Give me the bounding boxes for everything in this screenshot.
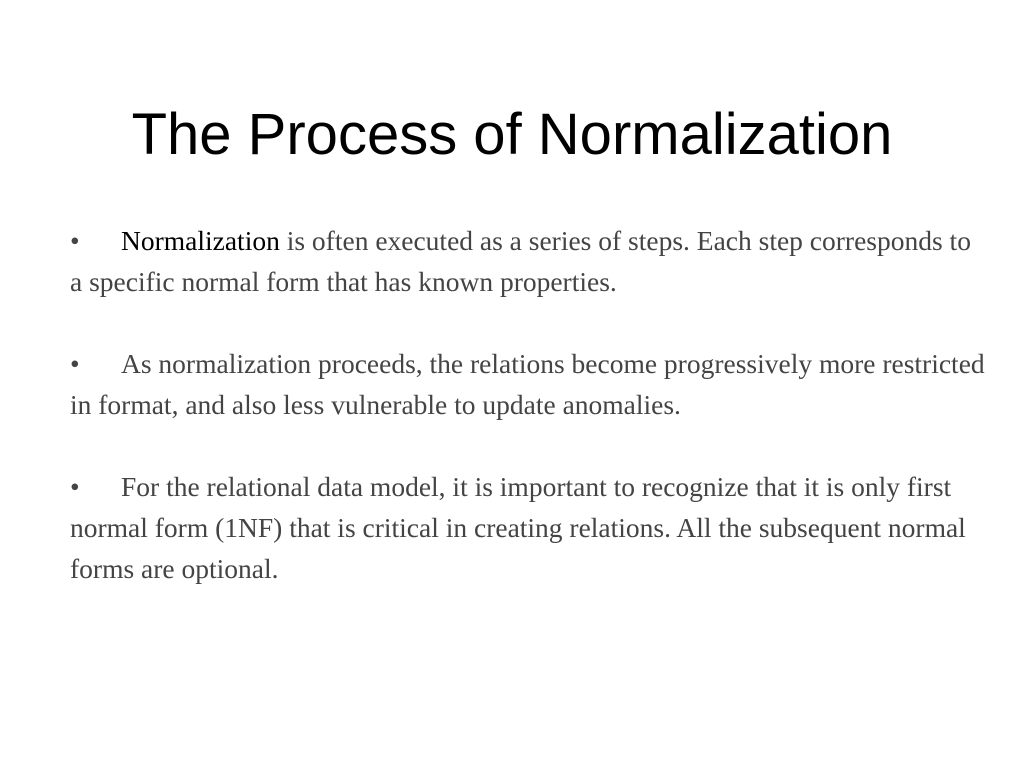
bullet-point-1-emphasis: Normalization [121,225,280,256]
bullet-marker-icon: • [70,225,80,256]
bullet-list [70,220,985,630]
bullet-point-3-text: For the relational data model, it is important to recognize that it is only first normal form (1NF) that is critical in creating relations. All the subsequent normal forms are optional. [70,471,966,584]
bullet-marker-icon: • [70,471,80,502]
bullet-point-1-text: is often executed as a series of steps. Each step corresponds to a specific normal form that has known properties. [70,225,971,297]
bullet-point-3 [70,466,985,589]
bullet-marker-icon: • [70,348,80,379]
bullet-point-2 [70,343,985,425]
slide-title: The Process of Normalization [131,102,893,167]
bullet-point-1 [70,220,985,302]
bullet-point-2-text: As normalization proceeds, the relations become progressively more restricted in format, and also less vulnerable to update anomalies. [70,348,985,420]
